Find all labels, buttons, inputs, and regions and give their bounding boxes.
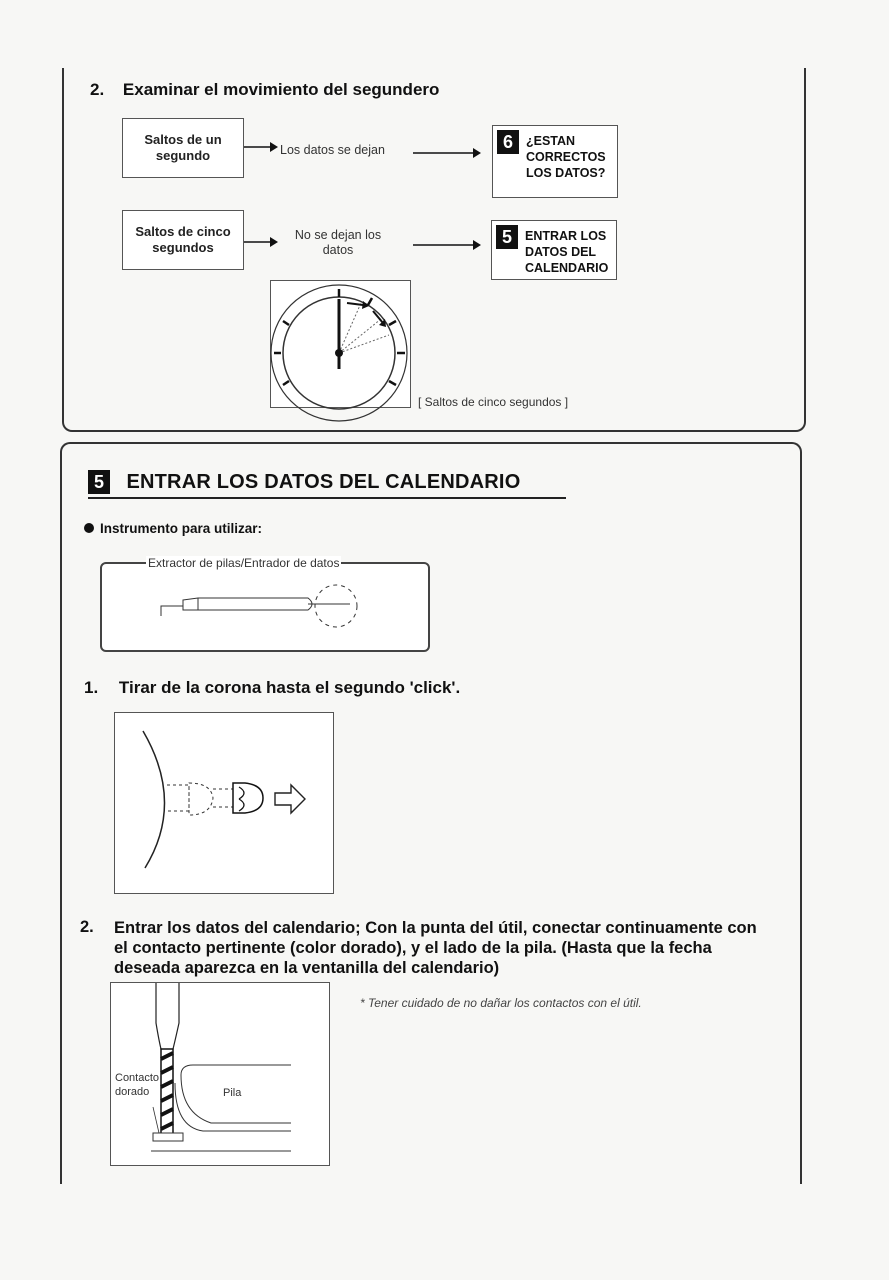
calendar-step-2-text: Entrar los datos del calendario; Con la punta del útil, conectar continuamente con el contacto pertinente (color dorado), y el lado de la pila. (Hasta que la fecha deseada aparezca en la ventanilla del calendario) [114, 919, 757, 977]
dial-illustration [270, 280, 411, 408]
crown-pull-icon [115, 713, 335, 895]
instrument-label: Instrumento para utilizar: [100, 521, 263, 536]
target-step-5-text: ENTRAR LOS DATOS DEL CALENDARIO [525, 229, 609, 275]
arrow-right-icon [413, 146, 483, 160]
step-2-number: 2. [90, 80, 105, 99]
target-step-6-text: ¿ESTAN CORRECTOS LOS DATOS? [526, 134, 606, 180]
arrow-right-icon [244, 140, 280, 154]
case-five-second-text: Saltos de cinco segundos [135, 224, 231, 255]
calendar-step-1-text: Tirar de la corona hasta el segundo 'click'. [118, 678, 461, 697]
calendar-step-1 [84, 678, 460, 698]
calendar-heading [88, 470, 566, 499]
tool-caption: Extractor de pilas/Entrador de datos [148, 556, 340, 570]
crown-illustration [114, 712, 334, 894]
arrow-right-icon [244, 235, 280, 249]
contact-label-line-2: dorado [115, 1086, 150, 1098]
step-2-heading [90, 80, 439, 100]
battery-label: Pila [223, 1087, 242, 1099]
watch-dial-icon [271, 281, 412, 409]
calendar-step-2-number: 2. [80, 918, 94, 936]
contact-illustration [110, 982, 330, 1166]
arrow-right-icon [413, 238, 483, 252]
step-2-title: Examinar el movimiento del segundero [122, 80, 440, 99]
case-one-second-box [122, 118, 244, 178]
contact-label-line-1: Contacto [115, 1072, 160, 1084]
target-step-6-box [492, 125, 618, 198]
caution-note: * Tener cuidado de no dañar los contactos con el útil. [360, 996, 642, 1010]
section-5-badge: 5 [88, 470, 110, 494]
step-5-badge: 5 [496, 225, 518, 249]
bullet-icon [84, 523, 94, 533]
case-one-second-text: Saltos de un segundo [144, 132, 222, 163]
step-6-badge: 6 [497, 130, 519, 154]
case-five-second-box [122, 210, 244, 270]
battery-extractor-tool-icon [158, 584, 368, 634]
calendar-title: ENTRAR LOS DATOS DEL CALENDARIO [126, 471, 521, 493]
result-data-not-kept: No se dejan los datos [294, 228, 382, 257]
dial-caption: [ Saltos de cinco segundos ] [418, 395, 569, 409]
instrument-bullet [84, 521, 262, 536]
result-data-kept: Los datos se dejan [280, 143, 385, 157]
target-step-5-box [491, 220, 617, 280]
contact-label [115, 1071, 159, 1099]
calendar-step-1-number: 1. [84, 678, 99, 697]
